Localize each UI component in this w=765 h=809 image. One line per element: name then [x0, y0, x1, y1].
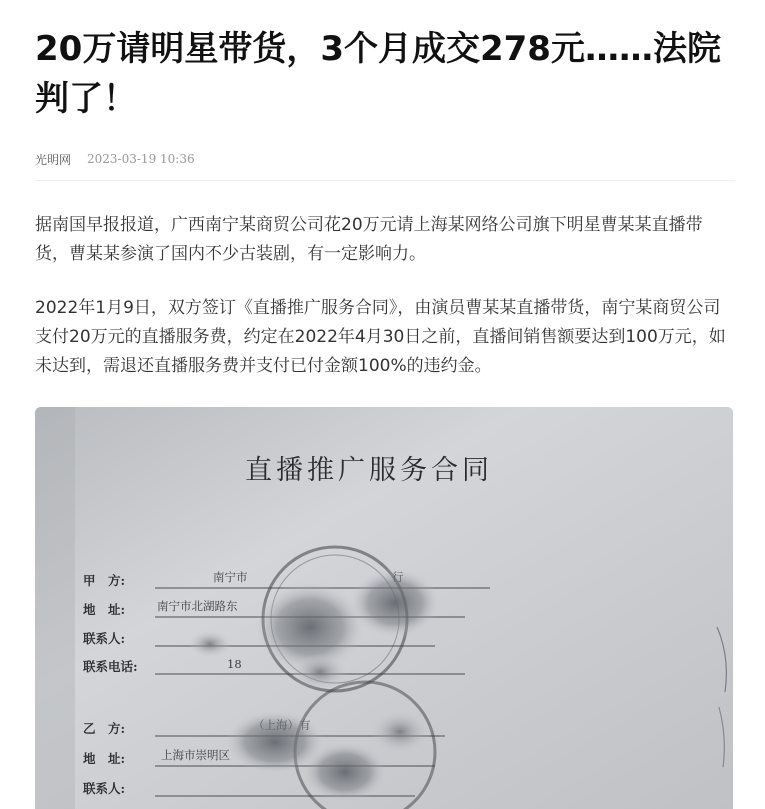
divider	[35, 180, 735, 181]
paragraph: 2022年1月9日，双方签订《直播推广服务合同》，由演员曹某某直播带货，南宁某商贸公司支付20万元的直播服务费，约定在2022年4月30日之前，直播间销售额要达到100万元，如未达到，需退还直播服务费并支付已付金额100%的违约金。	[35, 298, 726, 376]
party-a-name: 南宁市	[213, 570, 248, 584]
doc-title: 直播推广服务合同	[245, 455, 493, 486]
label-addr-b: 地 址:	[83, 751, 126, 766]
label-addr-a: 地 址:	[83, 602, 126, 617]
party-a-phone: 18	[227, 657, 242, 671]
article-title: 20万请明星带货，3个月成交278元……法院判了！	[35, 29, 721, 119]
contract-photo-image	[35, 407, 733, 809]
label-party-b: 乙 方:	[83, 721, 126, 736]
paragraph: 据南国早报报道，广西南宁某商贸公司花20万元请上海某网络公司旗下明星曹某某直播带货，曹某某参演了国内不少古装剧，有一定影响力。	[35, 215, 703, 264]
source-name[interactable]: 光明网	[35, 152, 72, 167]
label-phone-a: 联系电话:	[83, 659, 138, 674]
label-party-a: 甲 方:	[83, 573, 126, 588]
contract-photo	[35, 407, 733, 809]
party-a-address: 南宁市北湖路东	[157, 599, 238, 613]
label-contact-a: 联系人:	[83, 631, 126, 646]
label-contact-b: 联系人:	[83, 781, 126, 796]
article-meta	[35, 150, 195, 168]
publish-time: 2023-03-19 10:36	[87, 152, 195, 166]
party-b-address: 上海市崇明区	[161, 748, 230, 762]
